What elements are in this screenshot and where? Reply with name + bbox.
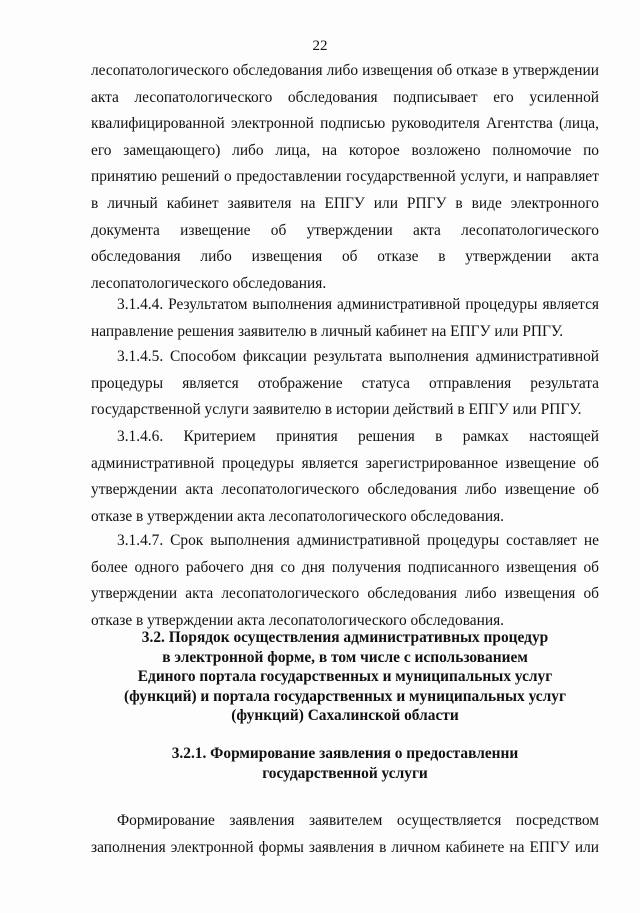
text-line: лесопатологического обследования либо извещения об отказе в утверждении <box>91 62 599 79</box>
heading-line: государственной услуги <box>262 764 428 782</box>
text-line: административной процедуры является зарегистрированное извещение об <box>91 454 599 472</box>
text-line: 3.1.4.5. Способом фиксации результата выполнения административной <box>117 348 599 365</box>
heading-line: 3.2.1. Формирование заявления о предоставленни <box>171 745 519 762</box>
text-line: 3.1.4.6. Критерием принятия решения в рамках настоящей <box>117 428 599 445</box>
heading-line: (функций) Сахалинской области <box>231 707 459 725</box>
text-line: процедуры является отображение статуса отправления результата <box>91 374 599 392</box>
page-number: 22 <box>312 38 328 54</box>
paragraph-3-1-4-6 <box>91 424 599 530</box>
paragraph-3-1-4-7 <box>91 528 599 634</box>
text-line: утверждении акта лесопатологического обследования либо извещение об <box>91 481 599 499</box>
text-line: государственной услуги заявителю в истории действий в ЕПГУ или РПГУ. <box>91 401 582 419</box>
heading-line: Единого портала государственных и муниципальных услуг <box>137 668 553 686</box>
heading-line: (функций) и портала государственных и муниципальных услуг <box>124 687 566 705</box>
text-line: акта лесопатологического обследования подписывает его усиленной <box>91 88 599 106</box>
section-heading-3-2-1 <box>91 744 599 783</box>
paragraph-continuation <box>91 58 599 297</box>
text-line: более одного рабочего дня со дня получения подписанного извещения об <box>91 558 599 576</box>
paragraph-3-1-4-4 <box>91 292 599 345</box>
text-line: документа извещение об утверждении акта лесопатологического <box>91 221 599 239</box>
text-line: лесопатологического обследования. <box>91 274 327 292</box>
text-line: утверждении акта лесопатологического обследования либо извещения об <box>91 585 599 603</box>
text-line: принятию решений о предоставлении государственной услуги, и направляет <box>91 168 599 186</box>
text-line: направление решения заявителю в личный кабинет на ЕПГУ или РПГУ. <box>91 322 564 340</box>
text-line: квалифицированной электронной подписью руководителя Агентства (лица, <box>91 115 599 133</box>
heading-line: 3.2. Порядок осуществления административных процедур <box>141 629 549 646</box>
text-line: Формирование заявления заявителем осуществляется посредством <box>117 812 599 829</box>
text-line: в личный кабинет заявителя на ЕПГУ или РПГУ в виде электронного <box>91 194 599 212</box>
text-line: 3.1.4.4. Результатом выполнения административной процедуры является <box>117 296 599 313</box>
text-line: его замещающего) либо лица, на которое возложено полномочие по <box>91 141 599 159</box>
text-line: обследования либо извещения об отказе в утверждении акта <box>91 248 599 266</box>
paragraph-3-1-4-5 <box>91 344 599 424</box>
section-heading-3-2 <box>91 628 599 726</box>
text-line: заполнения электронной формы заявления в личном кабинете на ЕПГУ или <box>91 838 599 856</box>
text-line: отказе в утверждении акта лесопатологического обследования. <box>91 611 505 629</box>
heading-line: в электронной форме, в том числе с использованием <box>162 648 528 666</box>
text-line: отказе в утверждении акта лесопатологического обследования. <box>91 507 505 525</box>
paragraph-form-creation <box>91 808 599 861</box>
text-line: 3.1.4.7. Срок выполнения административной процедуры составляет не <box>117 532 599 549</box>
